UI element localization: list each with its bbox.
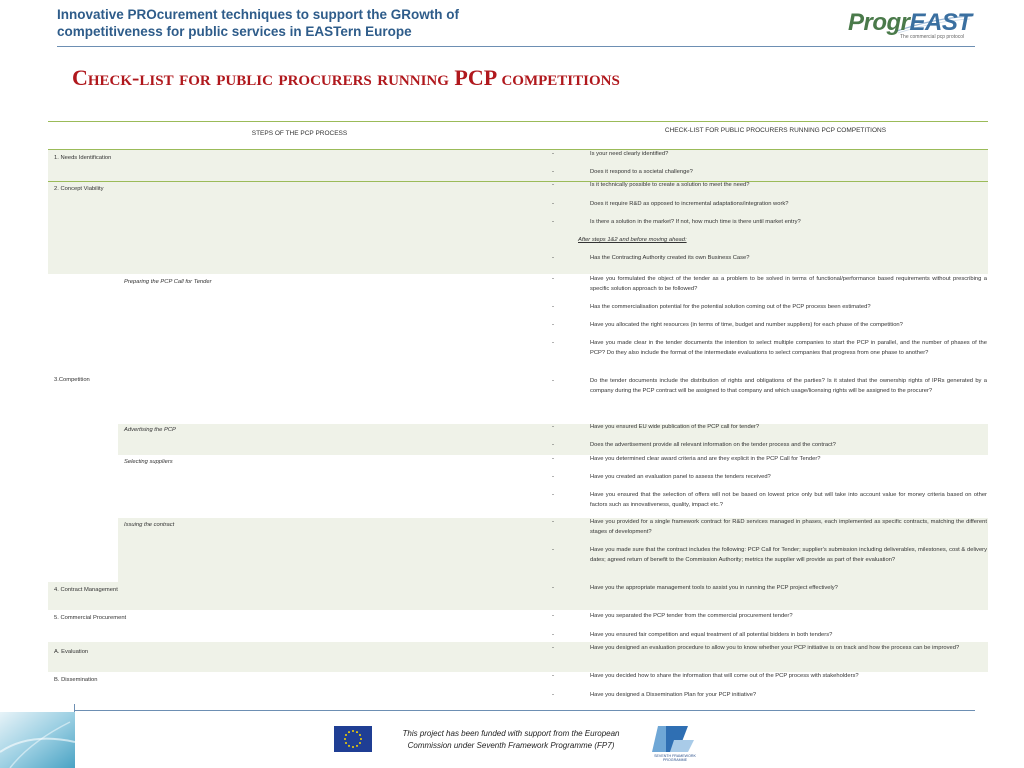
fp7-label: SEVENTH FRAMEWORK PROGRAMME <box>654 754 696 762</box>
logo-tagline: The commercial pcp protocol <box>900 34 965 40</box>
step-competition: 3.Competition <box>54 377 90 383</box>
checklist-item: Have you created an evaluation panel to assess the tenders received? <box>590 474 771 480</box>
step-concept-viability: 2. Concept Viability <box>54 186 104 192</box>
checklist-item: Has the commercialisation potential for the potential solution coming out of the PCP process been estimated? <box>590 304 871 310</box>
bullet-dash: - <box>552 201 554 207</box>
checklist-item: Have you ensured fair competition and equal treatment of all potential bidders in both tenders? <box>590 632 833 638</box>
bullet-dash: - <box>552 304 554 310</box>
bullet-dash: - <box>552 519 554 525</box>
step-contract-management: 4. Contract Management <box>54 587 118 593</box>
bullet-dash: - <box>552 322 554 328</box>
checklist-item: Have you designed a Dissemination Plan for your PCP initiative? <box>590 692 757 698</box>
step-dissemination: B. Dissemination <box>54 677 98 683</box>
logo-part2: EAST <box>909 9 972 36</box>
bullet-dash: - <box>552 340 554 346</box>
header-steps: STEPS OF THE PCP PROCESS <box>251 130 348 137</box>
progreast-logo <box>848 8 978 42</box>
checklist-note: After steps 1&2 and before moving ahead: <box>578 237 687 243</box>
bullet-dash: - <box>552 378 554 384</box>
checklist-item: Have you designed an evaluation procedure to allow you to know whether your PCP initiative is on track and how the process can be improved? <box>590 645 960 651</box>
funding-line1: This project has been funded with support from the European <box>402 729 620 738</box>
funding-statement <box>380 728 642 752</box>
project-title-line2: competitiveness for public services in EASTern Europe <box>57 24 412 39</box>
bullet-dash: - <box>552 585 554 591</box>
bullet-dash: - <box>552 442 554 448</box>
bullet-dash: - <box>552 424 554 430</box>
eu-flag-icon <box>334 726 372 752</box>
step-needs-identification: 1. Needs Identification <box>54 155 112 161</box>
corner-decoration-icon <box>0 712 75 768</box>
header-checklist: CHECK-LIST FOR PUBLIC PROCURERS RUNNING PCP COMPETITIONS <box>664 127 887 134</box>
bullet-dash: - <box>552 673 554 679</box>
bullet-dash: - <box>552 456 554 462</box>
substep-preparing-call: Preparing the PCP Call for Tender <box>124 279 212 285</box>
checklist-item: Have you made clear in the tender documents the intention to select multiple companies to start the PCP in parallel, and the number of phases of the PCP? Do they also include the format of the intermediate evaluations to select companies that progress from one phase to another? <box>590 340 987 356</box>
header-divider <box>57 46 975 47</box>
checklist-item: Have you formulated the object of the tender as a problem to be solved in terms of functional/performance based requirements without prescribing a specific solution approach to be followed? <box>590 276 987 292</box>
bullet-dash: - <box>552 276 554 282</box>
checklist-item: Does it respond to a societal challenge? <box>590 169 693 175</box>
funding-line2: Commission under Seventh Framework Programme (FP7) <box>407 741 615 750</box>
checklist-item: Have you separated the PCP tender from the commercial procurement tender? <box>590 613 793 619</box>
checklist-item: Have you decided how to share the information that will come out of the PCP process with stakeholders? <box>590 673 859 679</box>
checklist-item: Is it technically possible to create a solution to meet the need? <box>590 182 750 188</box>
footer-divider <box>75 710 975 711</box>
checklist-item: Is your need clearly identified? <box>590 151 669 157</box>
checklist-item: Is there a solution in the market? If not, how much time is there until market entry? <box>590 219 801 225</box>
bullet-dash: - <box>552 645 554 651</box>
table-top-rule <box>48 121 988 122</box>
bullet-dash: - <box>552 632 554 638</box>
checklist-item: Has the Contracting Authority created its own Business Case? <box>590 255 750 261</box>
bullet-dash: - <box>552 255 554 261</box>
checklist-item: Have you the appropriate management tools to assist you in running the PCP project effectively? <box>590 585 838 591</box>
page-title: Check-list for public procurers running PCP competitions <box>72 65 620 90</box>
checklist-item: Have you ensured that the selection of offers will not be based on lowest price only but will take into account value for money criteria based on other factors such as innovativeness, quality, impact etc.? <box>590 492 987 508</box>
bullet-dash: - <box>552 547 554 553</box>
bullet-dash: - <box>552 219 554 225</box>
checklist-item: Do the tender documents include the distribution of rights and obligations of the parties? Is it stated that the ownership rights of IPRs generated by a company during the PCP contract will be assigned to that company and which usage/licensing rights will be assigned to the procurer? <box>590 378 987 394</box>
bullet-dash: - <box>552 151 554 157</box>
checklist-item: Have you made sure that the contract includes the following: PCP Call for Tender; supplier's submission including deliverables, milestones, cost & delivery dates; agreed return of benefit to the Commission Authority; metrics the supplier will provide as part of their evaluation? <box>590 547 987 563</box>
checklist-item: Have you provided for a single framework contract for R&D services managed in phases, each implemented as specific contracts, matching the different stages of development? <box>590 519 987 535</box>
substep-selecting-suppliers: Selecting suppliers <box>124 459 173 465</box>
bullet-dash: - <box>552 474 554 480</box>
logo-part1: Progr <box>848 9 910 36</box>
checklist-item: Does the advertisement provide all relevant information on the tender process and the contract? <box>590 442 836 448</box>
checklist-item: Have you allocated the right resources (in terms of time, budget and number suppliers) for each phase of the competition? <box>590 322 903 328</box>
project-title <box>57 6 577 40</box>
bullet-dash: - <box>552 492 554 498</box>
checklist-item: Does it require R&D as opposed to incremental adaptations/integration work? <box>590 201 789 207</box>
bullet-dash: - <box>552 182 554 188</box>
step-evaluation: A. Evaluation <box>54 649 89 655</box>
bullet-dash: - <box>552 692 554 698</box>
project-title-line1: Innovative PROcurement techniques to support the GRowth of <box>57 7 460 22</box>
bullet-dash: - <box>552 613 554 619</box>
substep-advertising: Advertising the PCP <box>124 427 176 433</box>
checklist-item: Have you ensured EU wide publication of the PCP call for tender? <box>590 424 760 430</box>
step-commercial-procurement: 5. Commercial Procurement <box>54 615 127 621</box>
substep-issuing-contract: Issuing the contract <box>124 522 175 528</box>
bullet-dash: - <box>552 169 554 175</box>
checklist-item: Have you determined clear award criteria and are they explicit in the PCP Call for Tender? <box>590 456 821 462</box>
table-header <box>48 121 988 148</box>
